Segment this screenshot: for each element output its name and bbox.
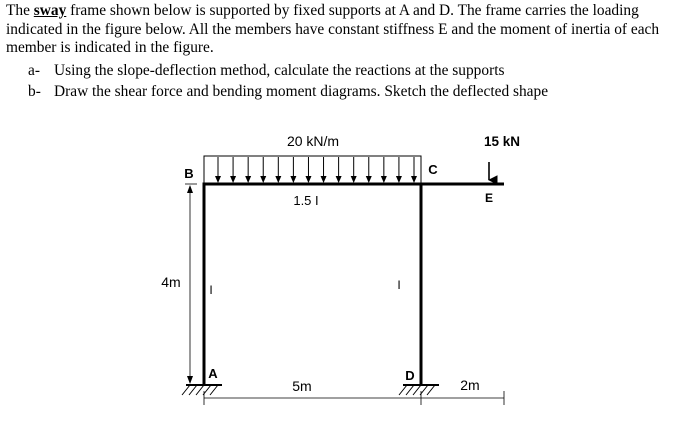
- node-label-a: A: [208, 366, 218, 381]
- udl-arrowhead: [336, 176, 342, 183]
- task-text: Using the slope-deflection method, calculate the reactions at the supports: [54, 61, 505, 79]
- udl-arrowhead: [411, 176, 417, 183]
- udl-load: [204, 156, 421, 184]
- udl-arrowhead: [215, 176, 221, 183]
- udl-arrowhead: [275, 176, 281, 183]
- sway-emphasis: sway: [33, 2, 67, 19]
- node-label-c: C: [428, 162, 438, 177]
- udl-arrowhead: [351, 176, 357, 183]
- task-text: Draw the shear force and bending moment diagrams. Sketch the deflected shape: [54, 83, 549, 100]
- udl-arrowhead: [381, 176, 387, 183]
- beam-inertia-label: 1.5 I: [293, 193, 319, 208]
- udl-arrowhead: [321, 176, 327, 183]
- height-label: 4m: [161, 274, 181, 290]
- node-label-e: E: [484, 191, 494, 205]
- overhang-label: 2m: [460, 377, 480, 393]
- udl-arrowhead: [366, 176, 372, 183]
- udl-arrowhead: [230, 176, 236, 183]
- task-marker: a-: [28, 61, 40, 79]
- task-marker: b-: [28, 83, 41, 100]
- udl-arrowhead: [290, 176, 296, 183]
- fixed-support-d: [399, 385, 439, 395]
- udl-arrowhead: [260, 176, 266, 183]
- node-label-b: B: [184, 166, 194, 181]
- fixed-support-a: [182, 385, 222, 395]
- point-load-label: 15 kN: [483, 134, 521, 149]
- span-dimension: [204, 391, 504, 405]
- udl-label: 20 kN/m: [286, 133, 340, 149]
- node-label-d: D: [405, 368, 415, 383]
- right-column-inertia-label: I: [397, 278, 401, 292]
- span-label: 5m: [292, 378, 312, 394]
- left-column-inertia-label: I: [209, 283, 213, 297]
- udl-arrowhead: [396, 176, 402, 183]
- udl-arrowhead: [305, 176, 311, 183]
- problem-intro: The sway frame shown below is supported by fixed supports at A and D. The frame carries the loading indicated in the figure below. All the members have constant stiffness E and the moment of inertia of each member is indicated in the figure.: [6, 2, 660, 56]
- udl-arrowhead: [245, 176, 251, 183]
- height-dimension: [185, 184, 197, 384]
